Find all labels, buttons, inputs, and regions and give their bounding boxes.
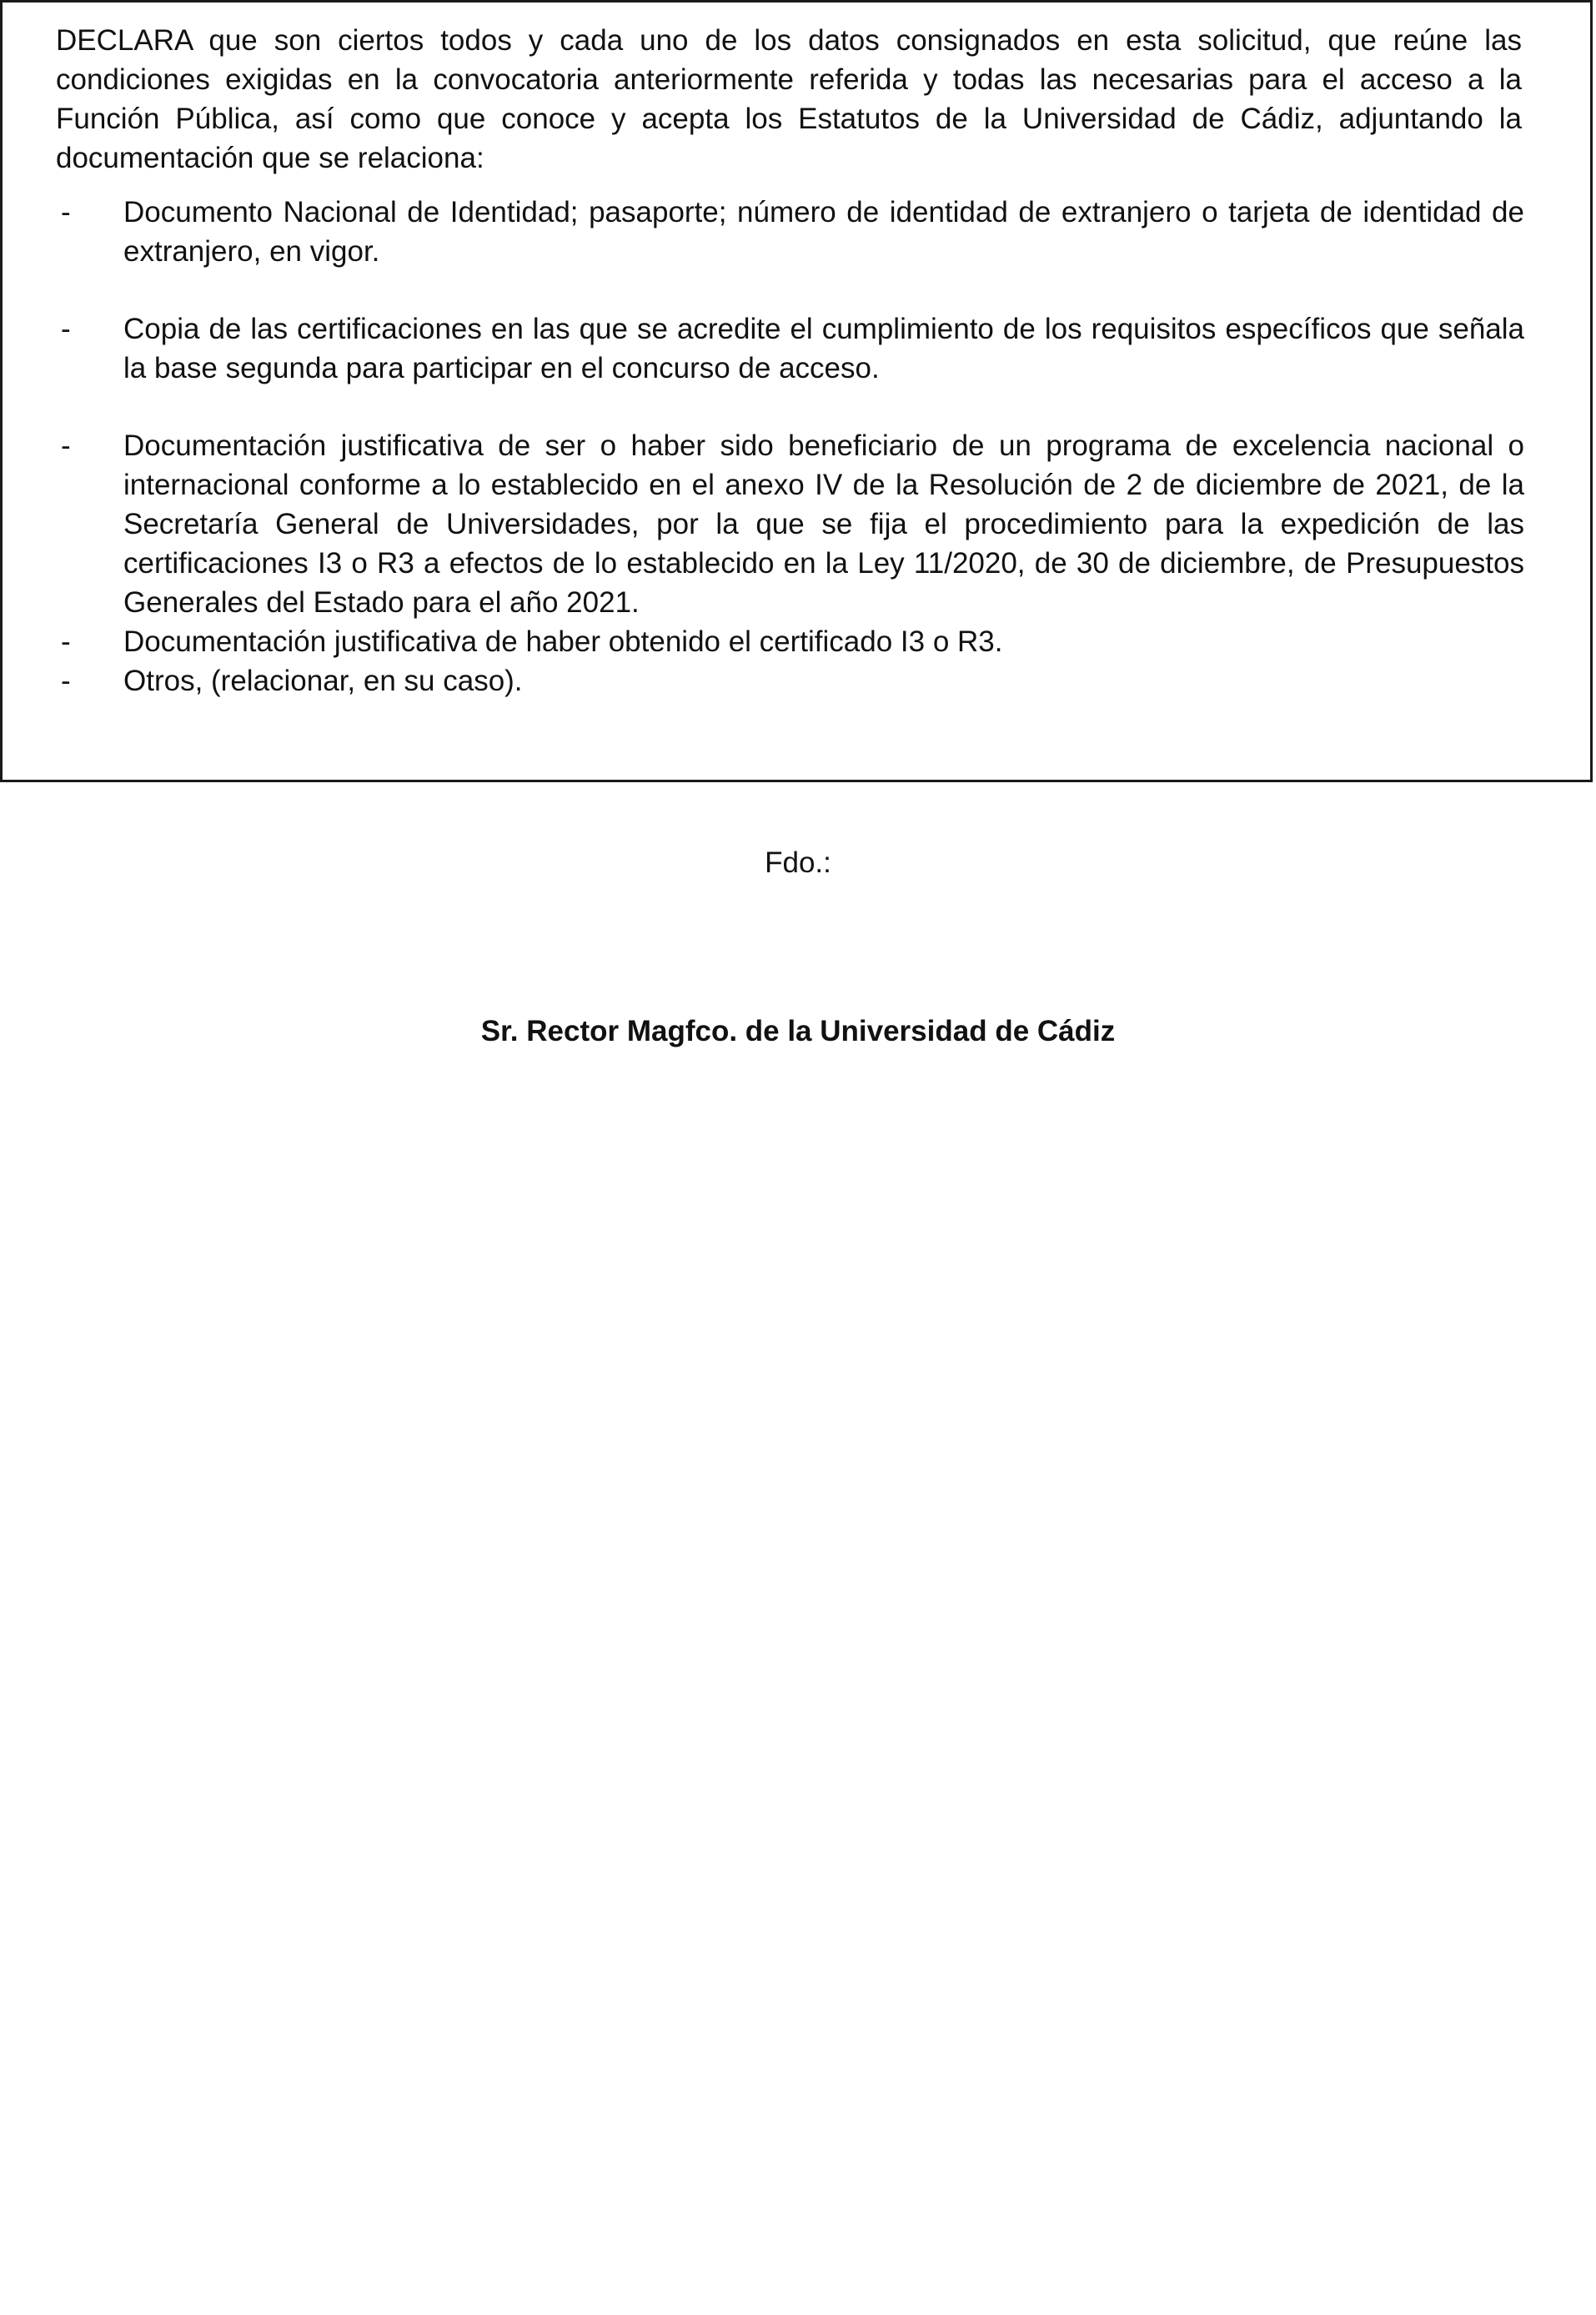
list-item-text: Documento Nacional de Identidad; pasaporte; número de identidad de extranjero o tarjeta de identidad de extranjero, en vigor. bbox=[123, 196, 1524, 268]
list-bullet: - bbox=[61, 665, 71, 697]
declaration-intro: DECLARA que son ciertos todos y cada uno de los datos consignados en esta solicitud, que reúne las condiciones exigidas en la convocatoria anteriormente referida y todas las necesarias para el acceso a la Función Pública, así como que conoce y acepta los Estatutos de la Universidad de Cádiz, adjuntando la documentación que se relaciona: bbox=[56, 24, 1522, 174]
signature-label: Fdo.: bbox=[765, 846, 831, 879]
list-bullet: - bbox=[61, 313, 71, 345]
addressee: Sr. Rector Magfco. de la Universidad de Cádiz bbox=[480, 1015, 1116, 1047]
list-bullet: - bbox=[61, 429, 71, 462]
list-item-text: Otros, (relacionar, en su caso). bbox=[123, 665, 523, 697]
declaration-box bbox=[0, 0, 1593, 782]
list-item-text: Documentación justificativa de ser o haber sido beneficiario de un programa de excelencia nacional o internacional conforme a lo establecido en el anexo IV de la Resolución de 2 de diciembre de 2021, de la Secretaría General de Universidades, por la que se fija el procedimiento para la expedición de las certificaciones I3 o R3 a efectos de lo establecido en la Ley 11/2020, de 30 de diciembre, de Presupuestos Generales del Estado para el año 2021. bbox=[123, 429, 1524, 619]
list-item-text: Copia de las certificaciones en las que se acredite el cumplimiento de los requisitos específicos que señala la base segunda para participar en el concurso de acceso. bbox=[123, 313, 1524, 384]
list-bullet: - bbox=[61, 625, 71, 658]
list-item-text: Documentación justificativa de haber obtenido el certificado I3 o R3. bbox=[123, 625, 1003, 658]
list-bullet: - bbox=[61, 196, 71, 228]
